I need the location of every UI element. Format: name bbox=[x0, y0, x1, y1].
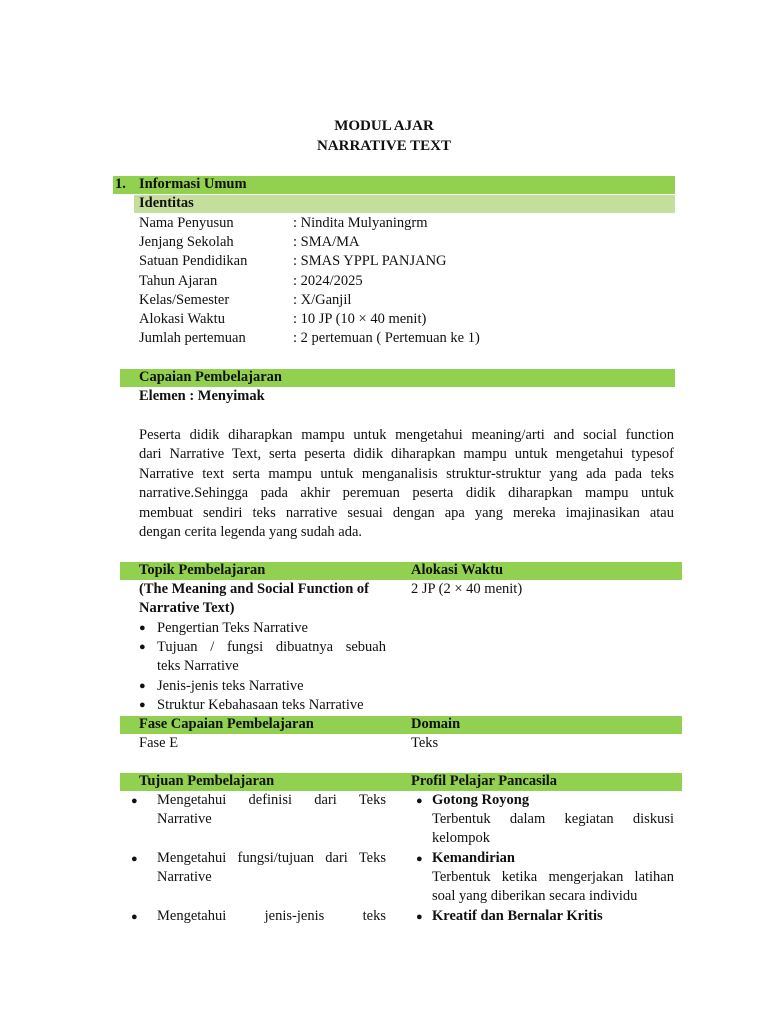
domain-heading: Domain bbox=[411, 716, 461, 732]
section-heading: Informasi Umum bbox=[139, 176, 247, 192]
identity-label: Kelas/Semester bbox=[139, 292, 230, 308]
alokasi-heading: Alokasi Waktu bbox=[411, 562, 504, 578]
profil-item-title: Kemandirian bbox=[432, 850, 515, 866]
topik-item bbox=[157, 638, 386, 676]
document-subtitle: NARRATIVE TEXT bbox=[316, 138, 452, 154]
profil-desc-line: Terbentuk dalam kegiatan diskusi bbox=[432, 811, 674, 827]
topik-subtitle: Narrative Text) bbox=[139, 600, 235, 616]
tujuan-item-line: Mengetahui definisi dari Teks bbox=[157, 792, 386, 808]
identity-value: : X/Ganjil bbox=[293, 292, 352, 308]
fase-heading: Fase Capaian Pembelajaran bbox=[139, 716, 314, 732]
tujuan-item-line: Narrative bbox=[157, 869, 212, 885]
alokasi-value: 2 JP (2 × 40 menit) bbox=[411, 581, 523, 597]
identity-label: Nama Penyusun bbox=[139, 215, 234, 231]
profil-item-desc bbox=[432, 810, 674, 848]
topik-item-line: Tujuan / fungsi dibuatnya sebuah bbox=[157, 639, 386, 655]
profil-item-title: Gotong Royong bbox=[432, 792, 530, 808]
identity-label: Alokasi Waktu bbox=[139, 311, 225, 327]
bullet-icon: ● bbox=[139, 641, 146, 653]
fase-value: Fase E bbox=[139, 735, 179, 751]
subsection-bar bbox=[134, 195, 675, 213]
paragraph-line: membuat sendiri teks narrative sesuai dengan apa yang mereka imajinasikan atau bbox=[139, 504, 674, 521]
bullet-icon: ● bbox=[131, 911, 138, 923]
topik-item-line: teks Narrative bbox=[157, 658, 239, 674]
topik-item: Pengertian Teks Narrative bbox=[157, 620, 308, 636]
tujuan-item bbox=[157, 791, 386, 829]
profil-desc-line: kelompok bbox=[432, 830, 490, 846]
identity-label: Tahun Ajaran bbox=[139, 273, 218, 289]
identity-label: Jumlah pertemuan bbox=[139, 330, 246, 346]
topik-heading: Topik Pembelajaran bbox=[139, 562, 266, 578]
paragraph-line: Peserta didik diharapkan mampu untuk mengetahui meaning/arti and social function bbox=[139, 427, 674, 443]
tujuan-heading: Tujuan Pembelajaran bbox=[139, 773, 275, 789]
tujuan-item-line: Narrative bbox=[157, 811, 212, 827]
elemen-label: Elemen : Menyimak bbox=[139, 388, 265, 404]
domain-value: Teks bbox=[411, 735, 439, 751]
identity-label: Satuan Pendidikan bbox=[139, 253, 248, 269]
topik-subtitle: (The Meaning and Social Function of bbox=[139, 581, 370, 597]
profil-desc-line: soal yang diberikan secara individu bbox=[432, 888, 638, 904]
capaian-paragraph bbox=[139, 426, 674, 542]
identity-value: : 2024/2025 bbox=[293, 273, 363, 289]
paragraph-line: narrative.Sehingga pada akhir peremuan peserta didik diharapkan mampu untuk bbox=[139, 485, 674, 502]
tujuan-item bbox=[157, 849, 386, 887]
subsection-heading: Identitas bbox=[139, 195, 194, 211]
bullet-icon: ● bbox=[139, 699, 146, 711]
tujuan-item-line: Mengetahui jenis-jenis teks bbox=[157, 908, 386, 924]
profil-item-title: Kreatif dan Bernalar Kritis bbox=[432, 908, 603, 924]
tujuan-item-line: Mengetahui fungsi/tujuan dari Teks bbox=[157, 850, 386, 866]
identity-value: : Nindita Mulyaningrm bbox=[293, 215, 428, 231]
bullet-icon: ● bbox=[416, 911, 423, 923]
document-title: MODUL AJAR bbox=[334, 118, 434, 134]
topik-item: Struktur Kebahasaan teks Narrative bbox=[157, 697, 364, 713]
bullet-icon: ● bbox=[131, 795, 138, 807]
paragraph-line: dari Narrative Text, serta peserta didik diharapkan mampu untuk mengetahui typesof bbox=[139, 446, 674, 463]
bullet-icon: ● bbox=[139, 680, 146, 692]
identity-value: : 2 pertemuan ( Pertemuan ke 1) bbox=[293, 330, 480, 346]
identity-label: Jenjang Sekolah bbox=[139, 234, 234, 250]
profil-desc-line: Terbentuk ketika mengerjakan latihan bbox=[432, 869, 674, 885]
capaian-heading: Capaian Pembelajaran bbox=[139, 369, 282, 385]
identity-value: : SMAS YPPL PANJANG bbox=[293, 253, 447, 269]
bullet-icon: ● bbox=[139, 622, 146, 634]
bullet-icon: ● bbox=[131, 853, 138, 865]
paragraph-line: dengan cerita legenda yang sudah ada. bbox=[139, 524, 363, 541]
section-number: 1. bbox=[115, 176, 126, 192]
bullet-icon: ● bbox=[416, 795, 423, 807]
paragraph-line: Narrative text serta mampu untuk menganalisis struktur-struktur yang ada pada teks bbox=[139, 465, 674, 482]
tujuan-item bbox=[157, 907, 386, 926]
topik-item: Jenis-jenis teks Narrative bbox=[157, 678, 304, 694]
profil-item-desc bbox=[432, 868, 674, 906]
profil-heading: Profil Pelajar Pancasila bbox=[411, 773, 558, 789]
bullet-icon: ● bbox=[416, 853, 423, 865]
identity-value: : 10 JP (10 × 40 menit) bbox=[293, 311, 427, 327]
identity-value: : SMA/MA bbox=[293, 234, 360, 250]
